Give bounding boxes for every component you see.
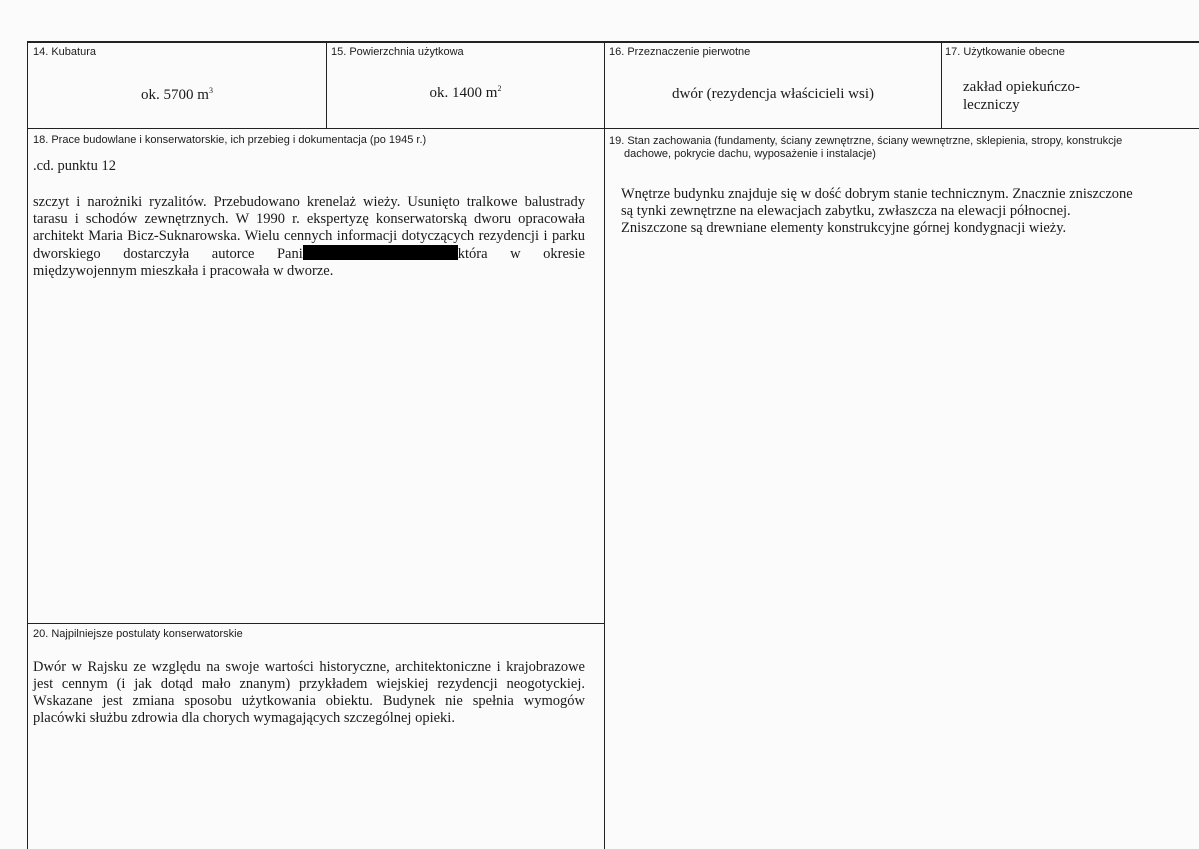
field-16-value: dwór (rezydencja właścicieli wsi) xyxy=(672,86,874,102)
left-border xyxy=(27,41,28,849)
row1-bottom-border xyxy=(27,128,1199,129)
top-border xyxy=(27,41,1199,43)
field-18-continuation: .cd. punktu 12 xyxy=(33,158,116,174)
field-17-value-line1: zakład opiekuńczo- xyxy=(963,79,1081,95)
field-14-label: 14. Kubatura xyxy=(33,46,96,58)
field-17-value xyxy=(963,78,1193,114)
field-16-label: 16. Przeznaczenie pierwotne xyxy=(609,46,751,58)
redaction-bar xyxy=(303,245,458,260)
field-19-label-line2: dachowe, pokrycie dachu, wyposażenie i instalacje) xyxy=(624,148,876,160)
field-15-label: 15. Powierzchnia użytkowa xyxy=(331,46,464,58)
divider-16-17 xyxy=(941,41,942,129)
field-19-text: Wnętrze budynku znajduje się w dość dobrym stanie technicznym. Znacznie zniszczone są tynki zewnętrzne na elewacjach zabytku, zwłaszcza na elewacji północnej. Zniszczone są drewniane elementy konstrukcyjne górnej kondygnacji wieży. xyxy=(621,186,1133,236)
section-20-top-border xyxy=(27,623,605,624)
center-divider xyxy=(604,41,605,849)
field-19-label xyxy=(609,135,1194,161)
field-19-label-line1: 19. Stan zachowania (fundamenty, ściany zewnętrzne, ściany wewnętrzne, sklepienia, stropy, konstrukcje xyxy=(609,135,1123,147)
field-15-value: ok. 1400 $m^2$ xyxy=(429,84,502,101)
field-18-text-after-redaction: która w okresie międzywojennym mieszkała i pracowała w dworze. xyxy=(33,246,585,279)
field-18-label: 18. Prace budowlane i konserwatorskie, ich przebieg i dokumentacja (po 1945 r.) xyxy=(33,134,427,146)
field-20-text: Dwór w Rajsku ze względu na swoje wartości historyczne, architektoniczne i krajobrazowe jest cennym (i jak dotąd mało znanym) przykładem wiejskiej rezydencji neogotyckiej. Wskazane jest zmiana sposobu użytkowania obiektu. Budynek nie spełnia wymogów placówki służbu zdrowia dla chorych wymagających szczególnej opieki. xyxy=(33,659,585,726)
field-14-value: ok. 5700 $m^3$ xyxy=(141,86,213,103)
field-17-label: 17. Użytkowanie obecne xyxy=(945,46,1065,58)
field-18-text-before-redaction: szczyt i narożniki ryzalitów. Przebudowano krenelaż wieży. Usunięto tralkowe balustrady tarasu i schodów zewnętrznych. W 1990 r. ekspertyzę konserwatorską dworu opracowała architekt Maria Bicz-Suknarowska. Wielu cennych informacji dotyczących rezydencji i parku dworskiego dostarczyła autorce Pani xyxy=(33,194,585,262)
field-17-value-line2: leczniczy xyxy=(963,97,1020,113)
field-20-label: 20. Najpilniejsze postulaty konserwatorskie xyxy=(33,628,243,640)
field-18-text xyxy=(33,194,585,280)
